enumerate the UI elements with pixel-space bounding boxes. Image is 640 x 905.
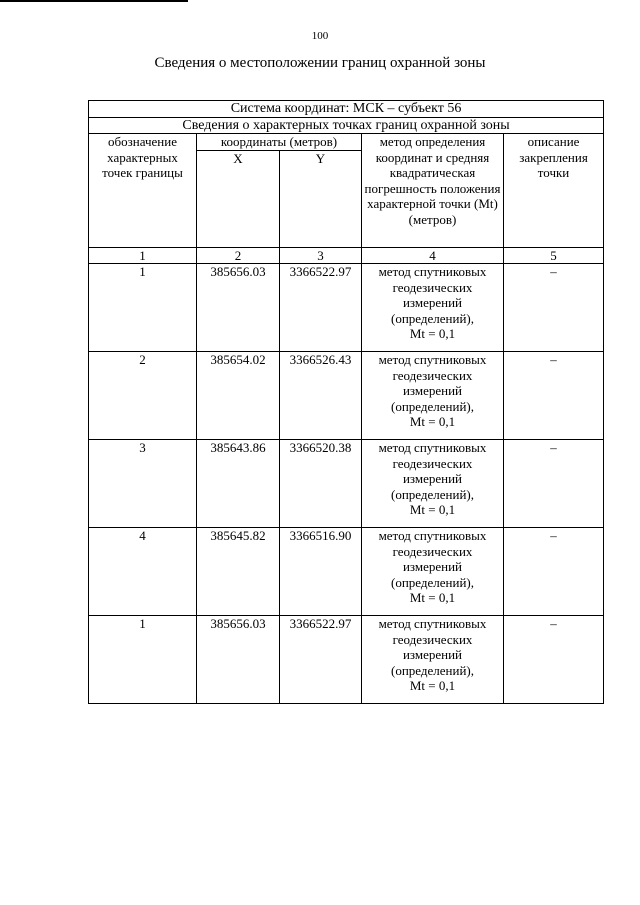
- mt-value: Mt = 0,1: [409, 326, 456, 341]
- coord-x: 385645.82: [197, 528, 280, 616]
- point-id: 2: [89, 352, 197, 440]
- coord-x: 385656.03: [197, 616, 280, 704]
- method-text: метод спутниковых геодезических измерений (определений),: [378, 352, 487, 414]
- header-rule: [0, 0, 188, 2]
- col-number: 1: [89, 247, 197, 264]
- table-row: [89, 440, 604, 528]
- mt-value: Mt = 0,1: [409, 414, 456, 429]
- point-desc: –: [504, 264, 604, 352]
- method-text: метод спутниковых геодезических измерений (определений),: [378, 440, 487, 502]
- mt-value: Mt = 0,1: [409, 502, 456, 517]
- header-x: X: [197, 150, 280, 247]
- header-y: Y: [280, 150, 362, 247]
- point-id: 1: [89, 264, 197, 352]
- col-number: 5: [504, 247, 604, 264]
- table-row: [89, 616, 604, 704]
- method-text: метод спутниковых геодезических измерений (определений),: [378, 616, 487, 678]
- col-number: 3: [280, 247, 362, 264]
- mt-value: Mt = 0,1: [409, 678, 456, 693]
- coordinate-system: Система координат: МСК – субъект 56: [89, 101, 604, 118]
- method-text: метод спутниковых геодезических измерений (определений),: [378, 528, 487, 590]
- point-id: 3: [89, 440, 197, 528]
- coord-x: 385643.86: [197, 440, 280, 528]
- method-cell: [362, 616, 504, 704]
- page-title: Сведения о местоположении границ охранной зоны: [154, 55, 486, 71]
- table-row: [89, 352, 604, 440]
- coord-y: 3366516.90: [280, 528, 362, 616]
- method-text: метод спутниковых геодезических измерений (определений),: [378, 264, 487, 326]
- method-cell: [362, 352, 504, 440]
- point-desc: –: [504, 616, 604, 704]
- coord-y: 3366522.97: [280, 616, 362, 704]
- coord-y: 3366526.43: [280, 352, 362, 440]
- point-desc: –: [504, 440, 604, 528]
- coord-x: 385654.02: [197, 352, 280, 440]
- method-cell: [362, 440, 504, 528]
- col-number: 2: [197, 247, 280, 264]
- coord-x: 385656.03: [197, 264, 280, 352]
- table-subtitle: Сведения о характерных точках границ охранной зоны: [89, 117, 604, 134]
- mt-value: Mt = 0,1: [409, 590, 456, 605]
- point-id: 1: [89, 616, 197, 704]
- point-desc: –: [504, 528, 604, 616]
- table-row: [89, 528, 604, 616]
- table-row: [89, 264, 604, 352]
- boundary-points-table: [88, 100, 604, 704]
- point-id: 4: [89, 528, 197, 616]
- col-number: 4: [362, 247, 504, 264]
- header-point: обозначение характерных точек границы: [89, 134, 197, 248]
- header-coords: координаты (метров): [197, 134, 362, 151]
- point-desc: –: [504, 352, 604, 440]
- page-number: 100: [311, 30, 329, 42]
- header-method: метод определения координат и средняя квадратическая погрешность положения характерной точки (Mt) (метров): [362, 134, 504, 248]
- coord-y: 3366522.97: [280, 264, 362, 352]
- method-cell: [362, 528, 504, 616]
- method-cell: [362, 264, 504, 352]
- coord-y: 3366520.38: [280, 440, 362, 528]
- header-desc: описание закрепления точки: [504, 134, 604, 248]
